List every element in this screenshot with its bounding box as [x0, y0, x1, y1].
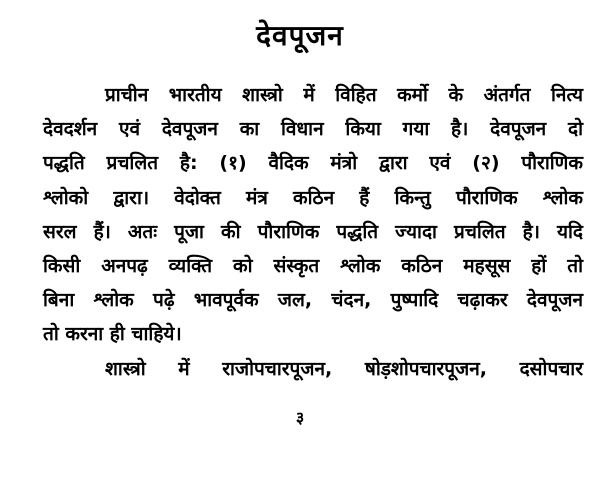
paragraph-line: तो करना ही चाहिये।: [43, 323, 182, 346]
paragraph-line: प्राचीन भारतीय शास्त्रो में विहित कर्मो के अंतर्गत नित्य: [105, 84, 583, 106]
paragraph-line: बिना श्लोक पढ़े भावपूर्वक जल, चंदन, पुष्पादि चढ़ाकर देवपूजन: [43, 289, 583, 312]
body-text: [43, 78, 583, 386]
paragraph-line: शास्त्रो में राजोपचारपूजन, षोड़शोपचारपूजन, दसोपचार: [105, 357, 583, 380]
page-title: देवपूजन: [256, 19, 344, 52]
paragraph-line: सरल हैं। अतः पूजा की पौराणिक पद्धति ज्यादा प्रचलित है। यदि: [43, 220, 583, 243]
paragraph-line: श्लोको द्वारा। वेदोक्त मंत्र कठिन हैं किन्तु पौराणिक श्लोक: [43, 186, 583, 209]
page-number: ३: [295, 408, 305, 427]
paragraph-line: देवदर्शन एवं देवपूजन का विधान किया गया है। देवपूजन दो: [43, 118, 583, 141]
paragraph-line: पद्धति प्रचलित है: (१) वैदिक मंत्रो द्वारा एवं (२) पौराणिक: [43, 152, 583, 175]
paragraph-line: किसी अनपढ़ व्यक्ति को संस्कृत श्लोक कठिन महसूस हों तो: [43, 254, 583, 277]
